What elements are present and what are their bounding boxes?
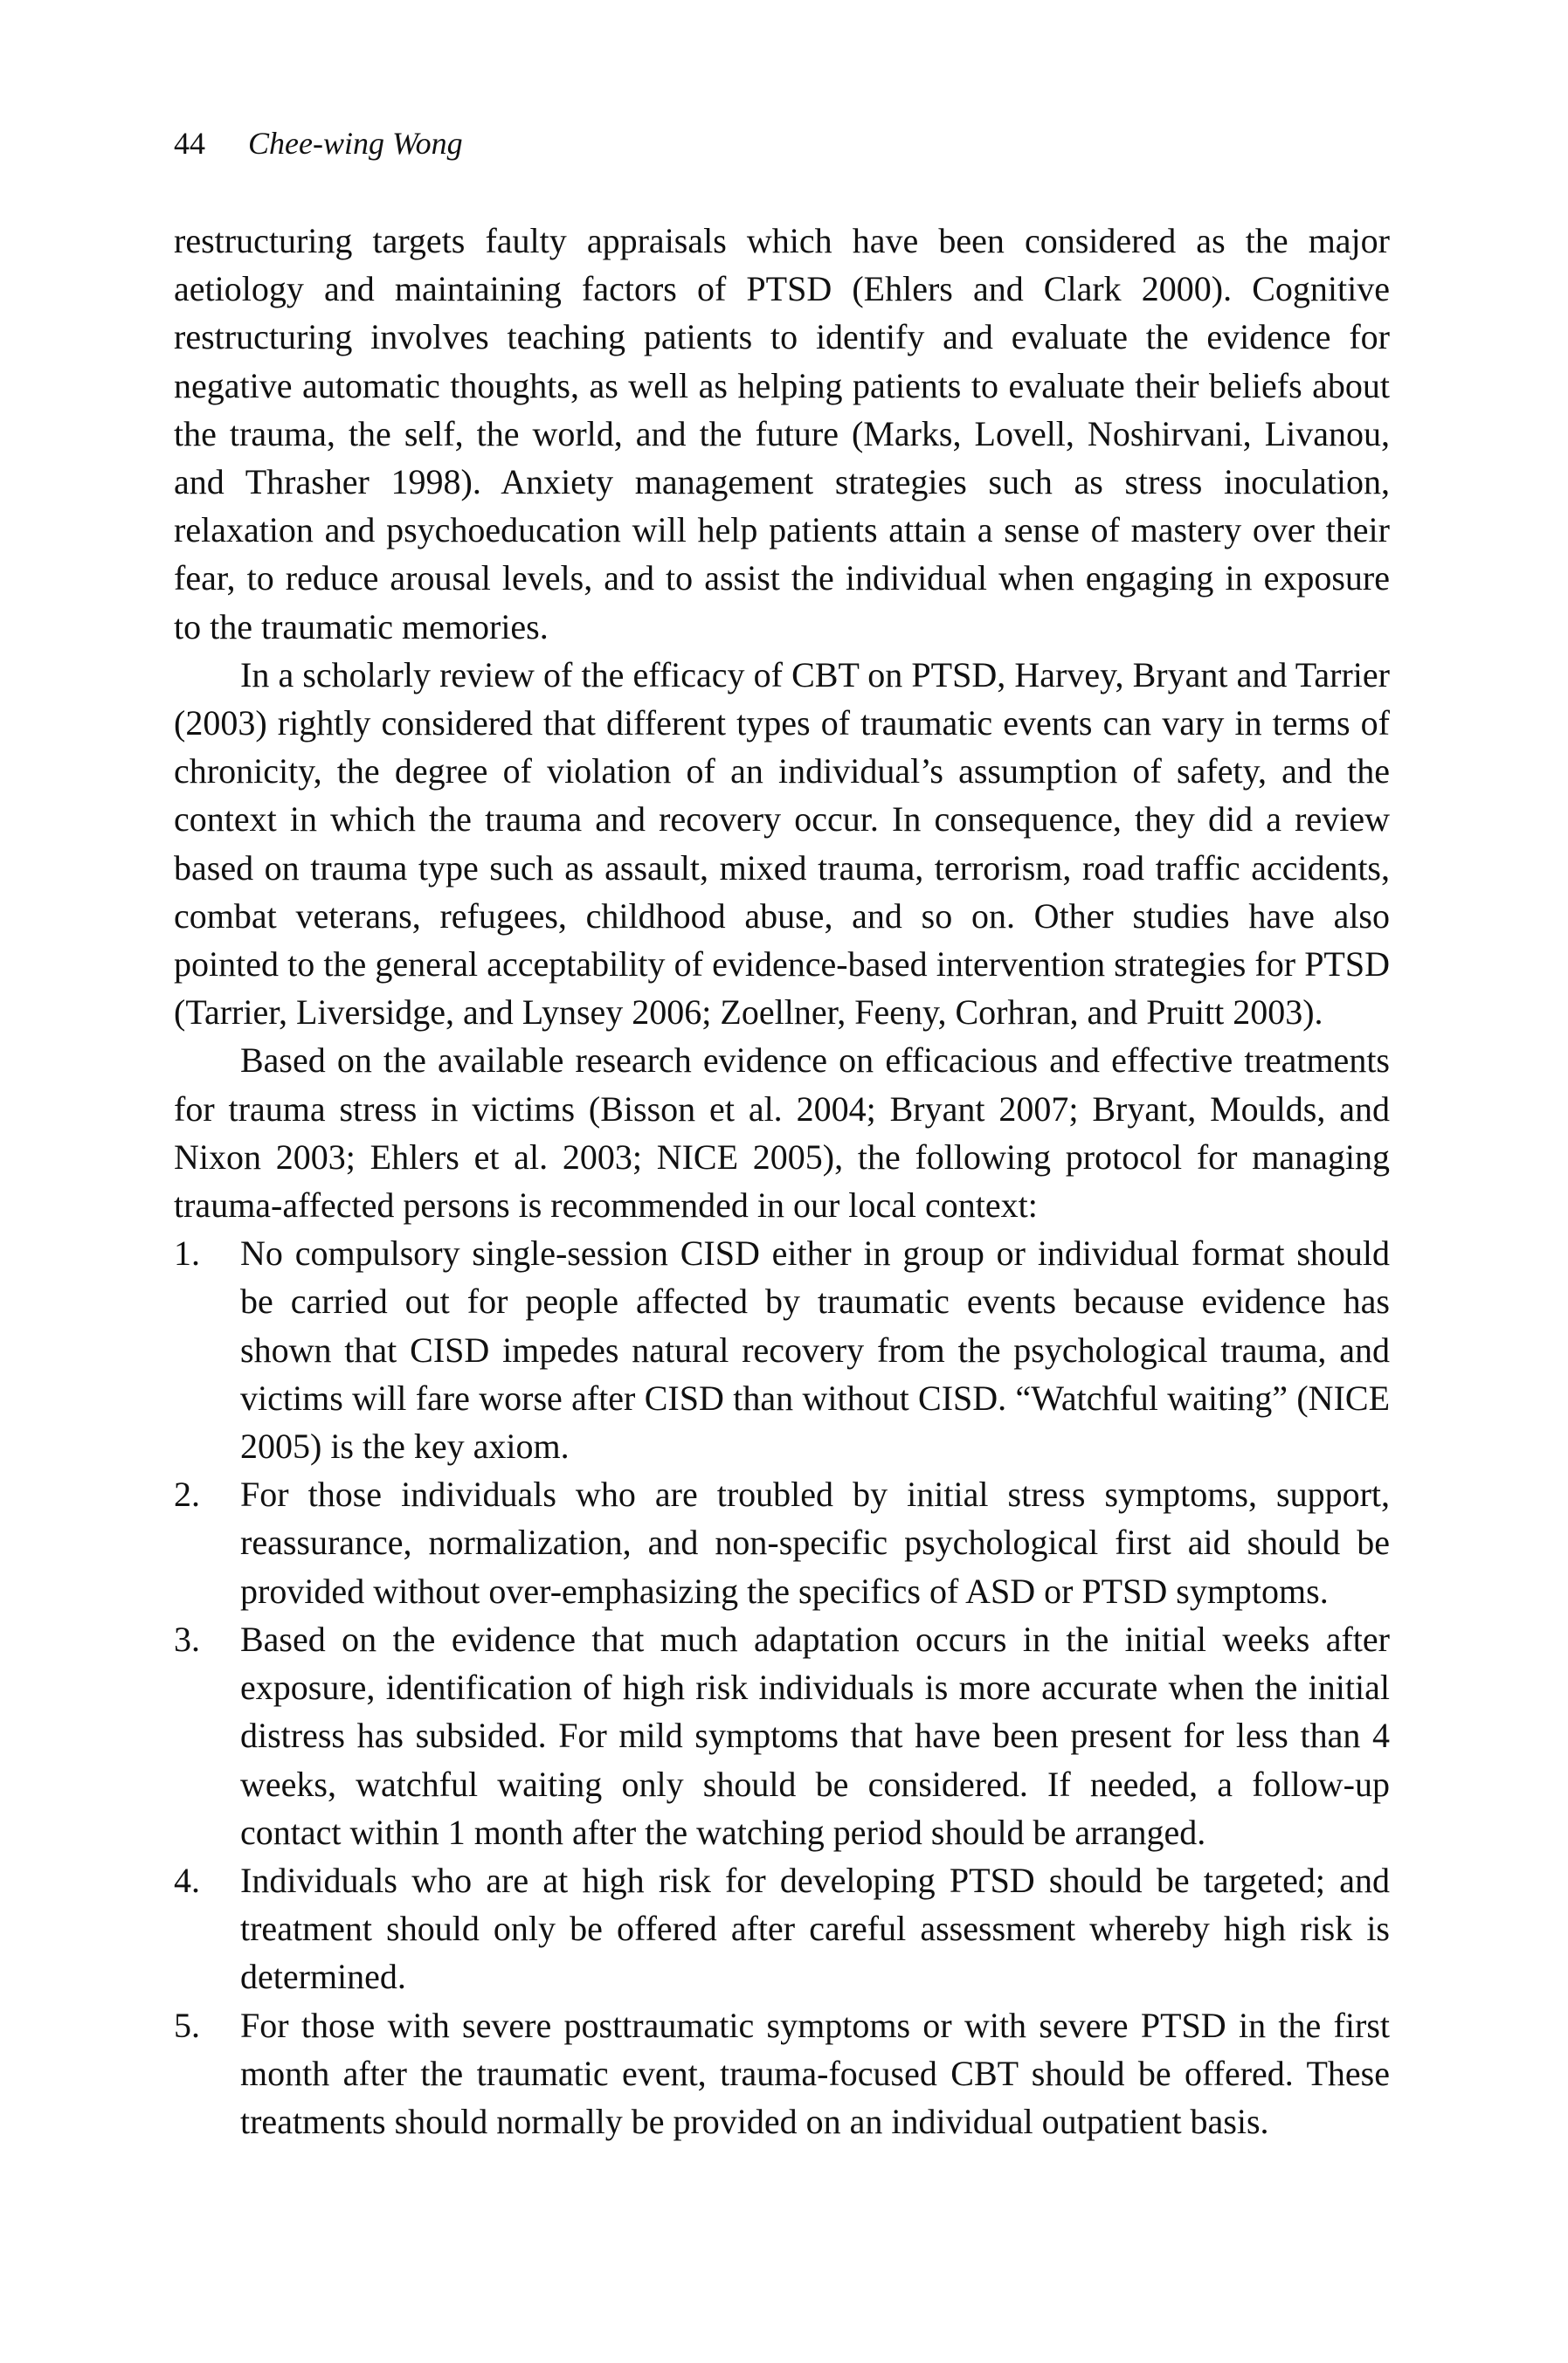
body-text: [174, 217, 1390, 2145]
protocol-item-number: 3.: [174, 1619, 200, 1659]
protocol-item: [174, 1229, 1390, 1470]
protocol-item-text: For those individuals who are troubled by initial stress symptoms, support, reassurance, normalization, and non-specific psychological first aid should be provided without over-emphasizing the specifics of ASD or PTSD symptoms.: [240, 1475, 1390, 1611]
paragraph-protocol-intro: Based on the available research evidence on efficacious and effective treatments for trauma stress in victims (Bisson et al. 2004; Bryant 2007; Bryant, Moulds, and Nixon 2003; Ehlers et al. 2003; NICE 2005), the following protocol for managing trauma-affected persons is recommended in our local context:: [174, 1040, 1390, 1226]
running-head: [174, 122, 1390, 164]
paragraph-continued: restructuring targets faulty appraisals which have been considered as the major aetiology and maintaining factors of PTSD (Ehlers and Clark 2000). Cognitive restructuring involves teaching patients to identify and evaluate the evidence for negative automatic thoughts, as well as helping patients to evaluate their beliefs about the trauma, the self, the world, and the future (Marks, Lovell, Noshirvani, Livanou, and Thrasher 1998). Anxiety management strategies such as stress inoculation, relaxation and psychoeducation will help patients attain a sense of mastery over their fear, to reduce arousal levels, and to assist the individual when engaging in exposure to the traumatic memories.: [174, 221, 1390, 646]
book-page: [174, 122, 1390, 2145]
running-head-author: Chee-wing Wong: [248, 126, 463, 161]
protocol-item-text: Based on the evidence that much adaptation occurs in the initial weeks after exposure, identification of high risk individuals is more accurate when the initial distress has subsided. For mild symptoms that have been present for less than 4 weeks, watchful waiting only should be considered. If needed, a follow-up contact within 1 month after the watching period should be arranged.: [240, 1619, 1390, 1852]
page-number: 44: [174, 126, 205, 161]
paragraph-review: In a scholarly review of the efficacy of CBT on PTSD, Harvey, Bryant and Tarrier (2003) rightly considered that different types of traumatic events can vary in terms of chronicity, the degree of violation of an individual’s assumption of safety, and the context in which the trauma and recovery occur. In consequence, they did a review based on trauma type such as assault, mixed trauma, terrorism, road traffic accidents, combat veterans, refugees, childhood abuse, and so on. Other studies have also pointed to the general acceptability of evidence-based intervention strategies for PTSD (Tarrier, Liversidge, and Lynsey 2006; Zoellner, Feeny, Corhran, and Pruitt 2003).: [174, 654, 1390, 1033]
protocol-item-text: Individuals who are at high risk for developing PTSD should be targeted; and treatment should only be offered after careful assessment whereby high risk is determined.: [240, 1860, 1390, 1997]
protocol-item: [174, 2001, 1390, 2146]
protocol-list: [174, 1229, 1390, 2145]
protocol-item-number: 1.: [174, 1233, 200, 1274]
protocol-item-text: No compulsory single-session CISD either in group or individual format should be carried out for people affected by traumatic events because evidence has shown that CISD impedes natural recovery from the psychological trauma, and victims will fare worse after CISD than without CISD. “Watchful waiting” (NICE 2005) is the key axiom.: [240, 1233, 1390, 1467]
protocol-item-text: For those with severe posttraumatic symptoms or with severe PTSD in the first month after the traumatic event, trauma-focused CBT should be offered. These treatments should normally be provided on an individual outpatient basis.: [240, 2005, 1390, 2141]
protocol-item-number: 2.: [174, 1475, 200, 1515]
protocol-item: [174, 1615, 1390, 1856]
protocol-item-number: 4.: [174, 1860, 200, 1900]
protocol-item: [174, 1470, 1390, 1615]
protocol-item: [174, 1856, 1390, 2001]
protocol-item-number: 5.: [174, 2005, 200, 2045]
